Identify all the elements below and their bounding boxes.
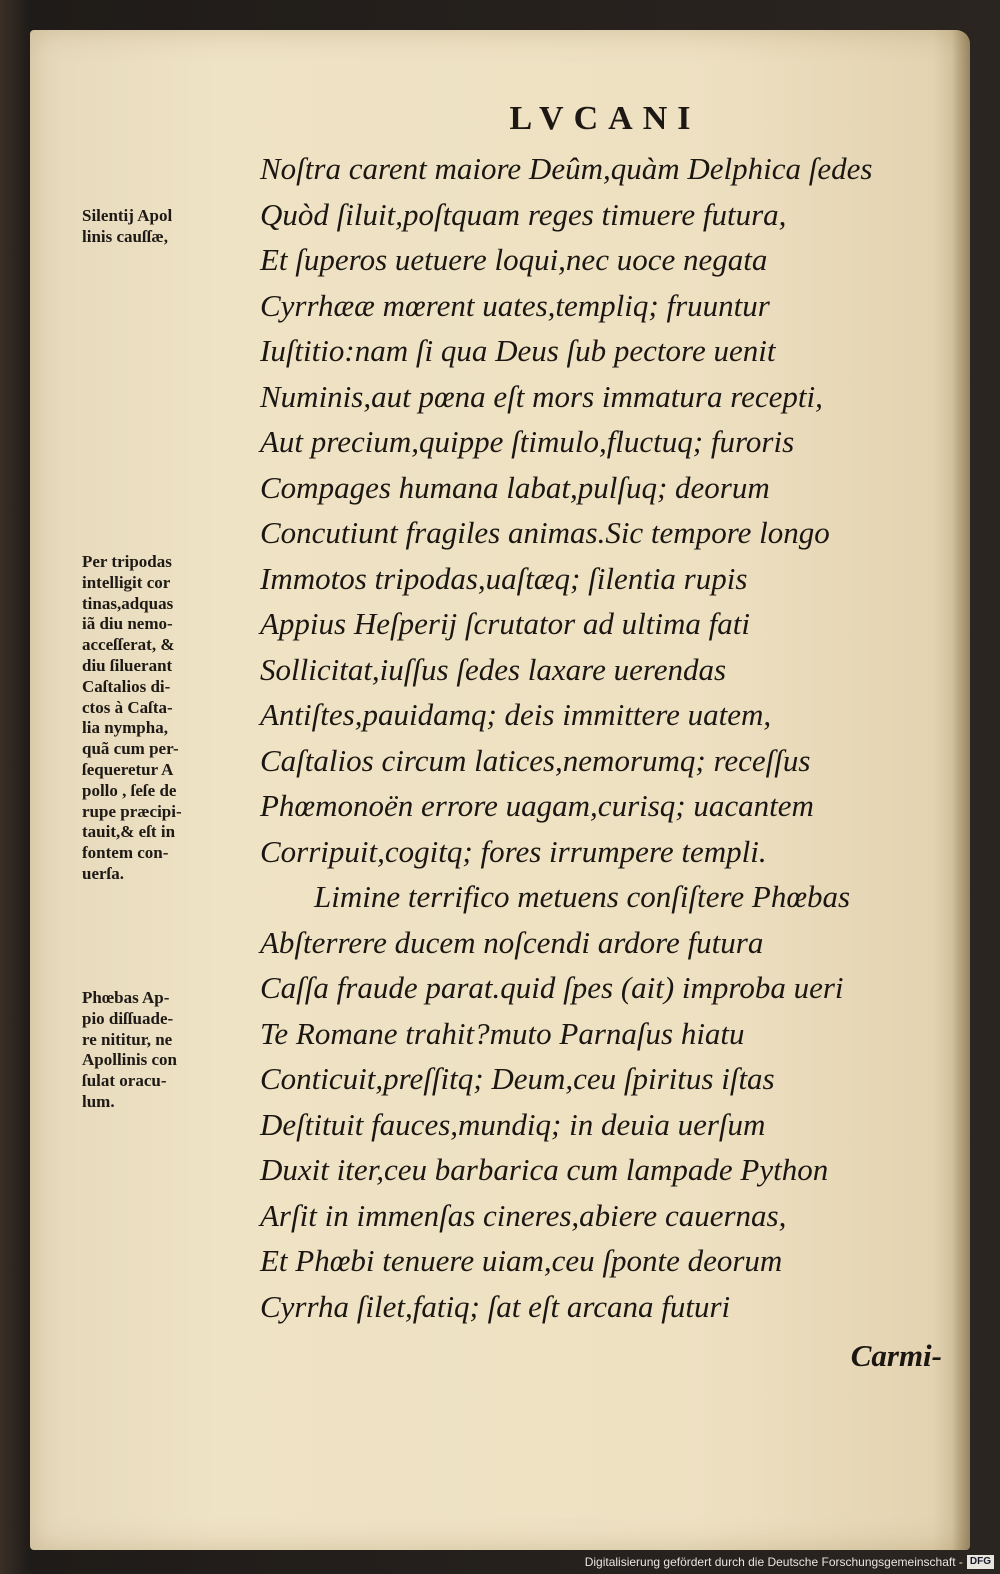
verse-line: Iuſtitio:nam ſi qua Deus ſub pectore uenit <box>260 333 776 368</box>
margin-note-line: pio diſſuade- <box>82 1008 174 1028</box>
verse-line: Corripuit,cogitq; fores irrumpere templi. <box>260 833 767 869</box>
margin-note-line: ſulat oracu- <box>82 1071 167 1091</box>
margin-note-line: Silentij Apol <box>82 206 173 225</box>
margin-note-phoebas <box>82 988 262 1113</box>
margin-note-line: uerſa. <box>82 863 125 883</box>
margin-note-line: linis cauſſæ, <box>82 226 168 246</box>
margin-note-line: tauit,& eſt in <box>82 822 176 842</box>
verse-line: Numinis,aut pœna eſt mors immatura recepti, <box>260 378 823 414</box>
margin-note-line: Apollinis con <box>82 1050 177 1070</box>
margin-note-line: lia nympha, <box>82 718 168 738</box>
verse-line: Antiſtes,pauidamq; deis immittere uatem, <box>260 697 772 732</box>
margin-note-tripods <box>82 552 262 885</box>
margin-note-line: lum. <box>82 1091 115 1111</box>
dfg-logo-icon: DFG <box>967 1555 994 1569</box>
verse-line: Abſterrere ducem noſcendi ardore futura <box>260 924 764 960</box>
verse-line: Caſtalios circum latices,nemorumq; receſſus <box>260 742 811 778</box>
margin-note-line: iã diu nemo- <box>82 614 173 634</box>
verse-line: Cyrrha ſilet,fatiq; ſat eſt arcana futuri <box>260 1288 731 1324</box>
verse-line: Te Romane trahit?muto Parnaſus hiatu <box>260 1015 745 1051</box>
verse-line: Sollicitat,iuſſus ſedes laxare uerendas <box>260 651 727 687</box>
verse-line: Aut precium,quippe ſtimulo,fluctuq; furoris <box>260 424 795 459</box>
verse-line: Quòd ſiluit,poſtquam reges timuere futura, <box>260 196 787 232</box>
margin-note-line: quã cum per- <box>82 739 179 759</box>
margin-note-line: diu ſiluerant <box>82 655 173 675</box>
running-head: LVCANI <box>509 100 701 137</box>
verse-line: Et Phœbi tenuere uiam,ceu ſponte deorum <box>260 1243 783 1278</box>
verse-line: Cyrrhææ mœrent uates,templiq; fruuntur <box>260 287 770 323</box>
verse-line: Appius Heſperij ſcrutator ad ultima fati <box>260 606 750 641</box>
book-page <box>30 30 970 1550</box>
margin-note-line: intelligit cor <box>82 572 171 592</box>
digitization-footer <box>585 1552 994 1572</box>
margin-note-line: fontem con- <box>82 843 169 863</box>
margin-note-line: ctos à Caſta- <box>82 697 173 717</box>
verse-line: Caſſa fraude parat.quid ſpes (ait) improba ueri <box>260 970 844 1005</box>
verse-line: Noſtra carent maiore Deûm,quàm Delphica ſedes <box>260 151 873 186</box>
margin-note-line: rupe præcipi- <box>82 801 182 821</box>
verse-line: Limine terrifico metuens conſiſtere Phœbas <box>314 879 851 914</box>
verse-line: Immotos tripodas,uaſtæq; ſilentia rupis <box>260 560 748 596</box>
verse-line: Concutiunt fragiles animas.Sic tempore longo <box>260 515 830 550</box>
verse-line: Deſtituit fauces,mundiq; in deuia uerſum <box>260 1106 766 1142</box>
margin-note-line: Phœbas Ap- <box>82 988 170 1007</box>
verse-line: Arſit in immenſas cineres,abiere cauernas, <box>260 1197 787 1233</box>
margin-note-line: Caſtalios di- <box>82 676 171 696</box>
margin-note-line: ſequeretur A <box>82 759 174 779</box>
verse-line: Et ſuperos uetuere loqui,nec uoce negata <box>260 242 768 277</box>
margin-note-line: acceſſerat, & <box>82 635 175 655</box>
margin-note-line: pollo , ſeſe de <box>82 780 177 800</box>
verse-line: Phœmonoën errore uagam,curisq; uacantem <box>260 788 814 823</box>
verse-text <box>260 146 960 1329</box>
margin-note-line: re nititur, ne <box>82 1029 173 1049</box>
footer-text: Digitalisierung gefördert durch die Deutsche Forschungsgemeinschaft - <box>584 1555 963 1569</box>
verse-line: Duxit iter,ceu barbarica cum lampade Python <box>260 1152 829 1187</box>
margin-note-silence <box>82 206 262 248</box>
verse-line: Conticuit,preſſitq; Deum,ceu ſpiritus iſtas <box>260 1061 775 1096</box>
catchword: Carmi- <box>850 1338 942 1373</box>
verse-line: Compages humana labat,pulſuq; deorum <box>260 469 770 505</box>
margin-note-line: tinas,adquas <box>82 593 174 613</box>
margin-note-line: Per tripodas <box>82 552 172 571</box>
